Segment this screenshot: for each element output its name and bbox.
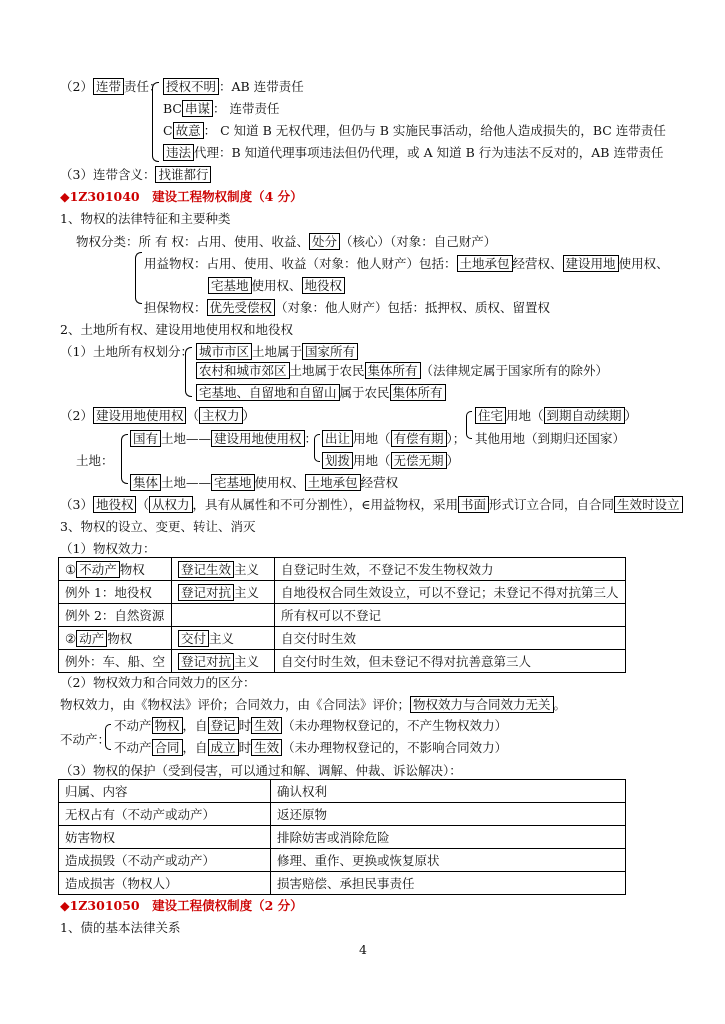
effect-distinction-label: （2）物权效力和合同效力的区分： (60, 675, 256, 690)
table-row: 无权占有（不动产或动产） 返还原物 (59, 803, 626, 826)
joint-liability-item: BC 串谋 ： 连带责任 (163, 101, 280, 116)
table-row: 例外 2：自然资源 所有权可以不登记 (59, 604, 626, 627)
allocated-land-line: 划拨 用地（ 无偿无期 ） (322, 452, 459, 469)
joint-liability-item: 违法 代理：B 知道代理事项违法但仍代理，或 A 知道 B 行为违法不反对的，AB 连带责任 (163, 144, 663, 161)
brace (121, 434, 128, 484)
brace (314, 434, 320, 462)
immovable-contract-line: 不动产 合同 ，自 成立 时 生效 （未办理物权登记的，不影响合同效力） (114, 740, 508, 755)
brace (466, 411, 472, 439)
property-type-line: 宅基地 使用权、 地役权 (208, 277, 345, 294)
residential-land-line: 住宅 用地（ 到期自动续期 ） (475, 407, 637, 424)
transfer-land-line: 出让 用地（ 有偿有期 ）； (322, 430, 465, 447)
property-type-line: 物权分类：所 有 权：占用、使用、收益、 处分 （核心）（对象：自己财产） (76, 234, 497, 249)
land-ownership-item: 宅基地、自留地和自留山 属于农民 集体所有 (196, 384, 446, 401)
land-ownership-item: 农村和城市郊区 土地属于农民 集体所有 （法律规定属于国家所有的除外） (196, 362, 608, 379)
brace (105, 724, 111, 750)
table-row: 归属、内容 确认权利 (59, 780, 626, 803)
land-ownership-item: 城市市区 土地属于 国家所有 (196, 343, 358, 360)
brace (185, 347, 192, 397)
effect-distinction-line: 物权效力，由《物权法》评价；合同效力，由《合同法》评价； 物权效力与合同效力无关 。 (60, 697, 567, 712)
property-effect-label: （1）物权效力： (60, 541, 156, 556)
page-number: 4 (359, 942, 367, 957)
protection-label: （3）物权的保护（受到侵害，可以通过和解、调解、仲裁、诉讼解决）： (60, 763, 462, 778)
land-label: 土地： (76, 453, 114, 468)
joint-liability-item: C 故意 ： C 知道 B 无权代理，但仍与 B 实施民事活动，给他人造成损失的，BC 连带责任 (163, 123, 666, 138)
property-type-line: 担保物权： 优先受偿权 （对象：他人财产）包括：抵押权、质权、留置权 (144, 300, 551, 315)
collective-land-line: 集体 土地—— 宅基地 使用权、 土地承包 经营权 (130, 474, 398, 491)
table-row: ② 动产 物权 交付 主义 自交付时生效 (59, 627, 626, 650)
subheading: 3、物权的设立、变更、转让、消灭 (60, 519, 256, 534)
section-heading-1Z301050: ◆1Z301050 建设工程债权制度（2 分） (60, 898, 303, 913)
construction-land-right: （2） 建设用地使用权 （ 主权力 ） (60, 408, 256, 423)
joint-liability-heading: （2） 连带 责任： (60, 79, 162, 94)
section-heading-1Z301040: ◆1Z301040 建设工程物权制度（4 分） (60, 189, 303, 204)
property-effect-table (58, 557, 626, 673)
table-row: 妨害物权 排除妨害或消除危险 (59, 826, 626, 849)
subheading: 2、土地所有权、建设用地使用权和地役权 (60, 322, 293, 337)
immovable-property-line: 不动产 物权 ，自 登记 时 生效 （未办理物权登记的，不产生物权效力） (114, 718, 508, 733)
immovable-label: 不动产： (60, 732, 111, 747)
subheading: 1、物权的法律特征和主要种类 (60, 211, 231, 226)
table-row: 造成损害（物权人） 损害赔偿、承担民事责任 (59, 872, 626, 895)
table-row: 造成损毁（不动产或动产） 修理、重作、更换或恢复原状 (59, 849, 626, 872)
subheading: 1、债的基本法律关系 (60, 920, 181, 935)
table-row: 例外：车、船、空 登记对抗 主义 自交付时生效，但未登记不得对抗善意第三人 (59, 650, 626, 673)
property-type-line: 用益物权：占用、使用、收益（对象：他人财产）包括： 土地承包 经营权、 建设用地 使用权、 (144, 256, 669, 271)
state-land-line: 国有 土地—— 建设用地使用权 ： (130, 430, 317, 447)
table-row: 例外 1：地役权 登记对抗 主义 自地役权合同生效设立，可以不登记；未登记不得对抗第三人 (59, 581, 626, 604)
land-ownership-label: （1）土地所有权划分： (60, 344, 193, 359)
brace (135, 252, 142, 304)
table-row: ① 不动产 物权 登记生效 主义 自登记时生效，不登记不发生物权效力 (59, 558, 626, 581)
joint-meaning: （3）连带含义： 找谁都行 (60, 166, 211, 183)
property-protection-table (58, 779, 626, 895)
joint-liability-item: 授权不明 ：AB 连带责任 (163, 78, 304, 95)
brace (152, 82, 159, 162)
easement-line: （3） 地役权 （ 从权力 ，具有从属性和不可分割性），∈用益物权，采用 书面 形式订立合同，自合同 生效时设立 (60, 496, 683, 513)
other-land-line: 其他用地（到期归还国家） (475, 431, 626, 446)
